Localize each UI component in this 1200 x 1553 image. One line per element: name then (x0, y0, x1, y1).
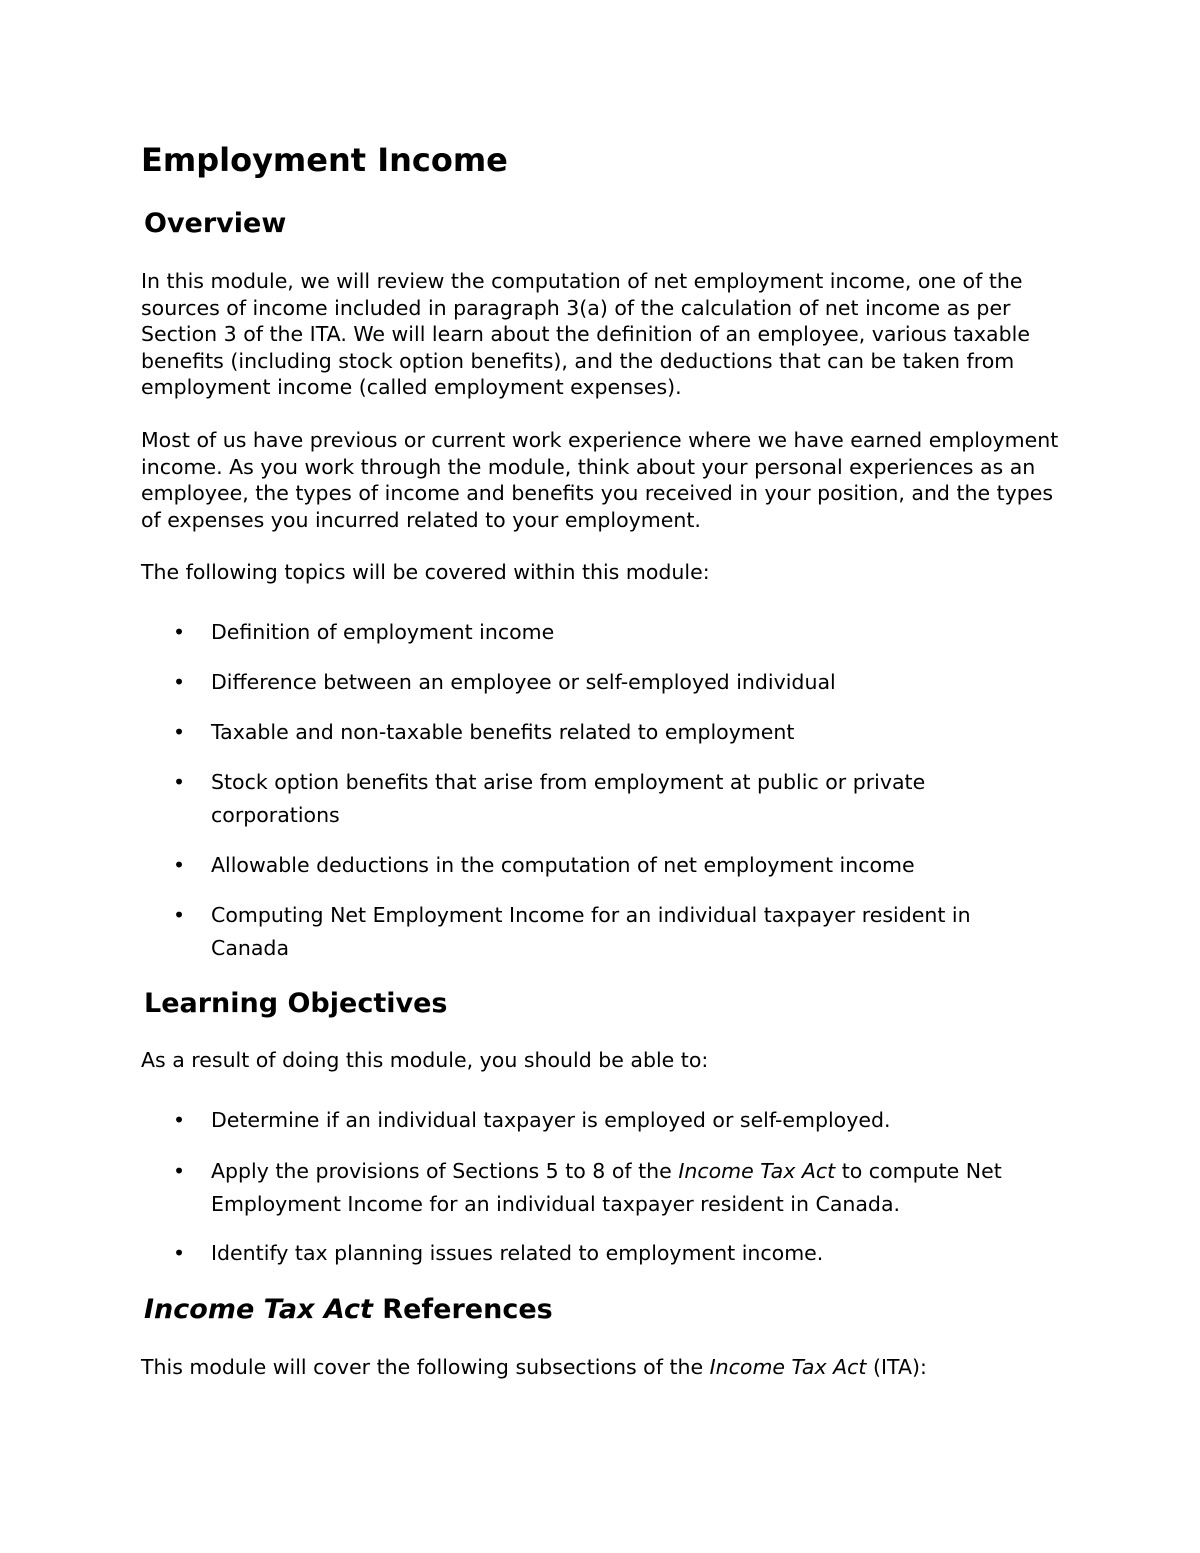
list-item (141, 1104, 1071, 1137)
objective-text-part: Apply the provisions of Sections 5 to 8 of the (211, 1159, 679, 1183)
objective-text: Identify tax planning issues related to employment income. (211, 1241, 824, 1265)
bullet-icon: • (173, 1108, 186, 1132)
list-item (141, 1237, 1071, 1270)
learning-objectives-heading: Learning Objectives (144, 988, 448, 1019)
list-item (141, 1155, 1071, 1220)
act-name-italic: Income Tax Act (709, 1355, 867, 1379)
topics-intro: The following topics will be covered within this module: (141, 560, 710, 584)
list-item (141, 716, 1071, 749)
bullet-icon: • (173, 1241, 186, 1265)
bullet-icon: • (173, 720, 186, 744)
objective-text: Determine if an individual taxpayer is employed or self-employed. (211, 1108, 891, 1132)
overview-heading: Overview (144, 208, 287, 239)
page-title: Employment Income (141, 141, 508, 179)
objective-text (211, 1155, 1061, 1220)
topic-text: Taxable and non-taxable benefits related to employment (211, 720, 795, 744)
topic-text: Difference between an employee or self-employed individual (211, 670, 836, 694)
bullet-icon: • (173, 853, 186, 877)
references-intro-part: (ITA): (866, 1355, 927, 1379)
objective-text-part: to compute Net Employment Income for an individual taxpayer resident in Canada. (211, 1159, 1002, 1216)
bullet-icon: • (173, 1159, 186, 1183)
overview-paragraph-1: In this module, we will review the computation of net employment income, one of the sources of income included in paragraph 3(a) of the calculation of net income as per Section 3 of the ITA. We will learn about the definition of an employee, various taxable benefits (including stock option benefits), and the deductions that can be taken from employment income (called employment expenses). (141, 269, 1030, 399)
bullet-icon: • (173, 670, 186, 694)
topic-text: Allowable deductions in the computation of net employment income (211, 853, 915, 877)
topic-text: Definition of employment income (211, 620, 555, 644)
list-item (141, 666, 1071, 699)
topic-text: Computing Net Employment Income for an individual taxpayer resident in Canada (211, 903, 971, 960)
references-intro (141, 1354, 1066, 1381)
objectives-intro: As a result of doing this module, you should be able to: (141, 1048, 709, 1072)
act-name-italic: Income Tax Act (678, 1159, 836, 1183)
list-item (141, 899, 1071, 964)
overview-paragraph-2: Most of us have previous or current work experience where we have earned employment income. As you work through the module, think about your personal experiences as an employee, the types of income and benefits you received in your position, and the types of expenses you incurred related to your employment. (141, 428, 1059, 532)
list-item (141, 766, 1071, 831)
bullet-icon: • (173, 620, 186, 644)
heading-rest-part: References (372, 1294, 553, 1325)
bullet-icon: • (173, 903, 186, 927)
topic-text: Stock option benefits that arise from employment at public or private corporations (211, 770, 926, 827)
bullet-icon: • (173, 770, 186, 794)
list-item (141, 849, 1071, 882)
ita-references-heading (144, 1293, 553, 1327)
list-item (141, 616, 1071, 649)
references-intro-part: This module will cover the following subsections of the (141, 1355, 710, 1379)
heading-italic-part: Income Tax Act (144, 1294, 373, 1325)
